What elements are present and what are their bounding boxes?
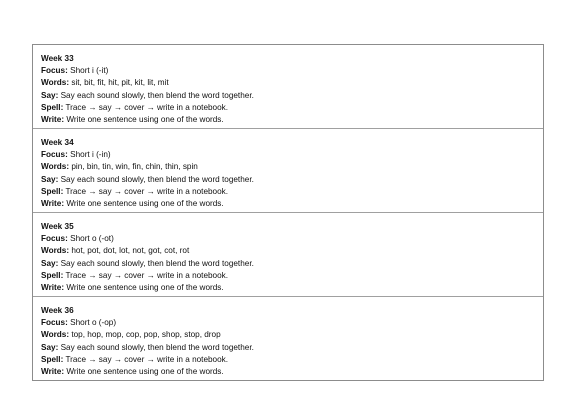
spell-value: Trace → say → cover → write in a notebook. [65, 102, 229, 112]
say-label: Say: [41, 258, 59, 268]
write-label: Write: [41, 367, 65, 377]
say-row [41, 90, 543, 102]
spell-row [41, 270, 543, 282]
spell-row [41, 186, 543, 198]
focus-label: Focus: [41, 234, 68, 244]
say-row [41, 174, 543, 186]
say-label: Say: [41, 342, 59, 352]
write-label: Write: [41, 115, 65, 125]
words-label: Words: [41, 162, 70, 172]
focus-value: Short i (-it) [70, 66, 109, 76]
week-title: Week 33 [41, 54, 74, 63]
week-block [33, 296, 543, 380]
write-label: Write: [41, 283, 65, 293]
focus-value: Short o (-ot) [70, 234, 114, 244]
write-value: Write one sentence using one of the words. [66, 199, 224, 209]
words-value: sit, bit, fit, hit, pit, kit, lit, mit [71, 78, 169, 88]
spell-row [41, 354, 543, 366]
words-label: Words: [41, 78, 70, 88]
focus-label: Focus: [41, 150, 68, 160]
say-label: Say: [41, 90, 59, 100]
write-row [41, 282, 543, 294]
spell-label: Spell: [41, 186, 64, 196]
write-label: Write: [41, 199, 65, 209]
say-row [41, 258, 543, 270]
write-value: Write one sentence using one of the words. [66, 283, 224, 293]
spell-row [41, 102, 543, 114]
week-title: Week 36 [41, 306, 74, 315]
focus-row [41, 317, 543, 329]
write-row [41, 198, 543, 210]
focus-row [41, 65, 543, 77]
say-label: Say: [41, 174, 59, 184]
words-value: top, hop, mop, cop, pop, shop, stop, drop [71, 330, 221, 340]
focus-row [41, 233, 543, 245]
focus-row [41, 149, 543, 161]
say-value: Say each sound slowly, then blend the word together. [60, 342, 254, 352]
spell-value: Trace → say → cover → write in a notebook. [65, 186, 229, 196]
focus-label: Focus: [41, 66, 68, 76]
focus-value: Short o (-op) [70, 318, 117, 328]
focus-value: Short i (-in) [70, 150, 111, 160]
spell-label: Spell: [41, 354, 64, 364]
say-value: Say each sound slowly, then blend the word together. [60, 90, 254, 100]
words-row [41, 77, 543, 89]
week-block [33, 128, 543, 212]
words-row [41, 161, 543, 173]
spell-value: Trace → say → cover → write in a notebook. [65, 270, 229, 280]
say-row [41, 342, 543, 354]
weekly-plan-table [32, 44, 544, 381]
week-block [33, 212, 543, 296]
write-value: Write one sentence using one of the words. [66, 115, 224, 125]
write-value: Write one sentence using one of the words. [66, 367, 224, 377]
week-block [33, 45, 543, 128]
say-value: Say each sound slowly, then blend the word together. [60, 174, 254, 184]
spell-value: Trace → say → cover → write in a notebook. [65, 354, 229, 364]
week-title: Week 34 [41, 138, 74, 147]
say-value: Say each sound slowly, then blend the word together. [60, 258, 254, 268]
words-label: Words: [41, 246, 70, 256]
words-value: hot, pot, dot, lot, not, got, cot, rot [71, 246, 190, 256]
words-label: Words: [41, 330, 70, 340]
week-title: Week 35 [41, 222, 74, 231]
words-value: pin, bin, tin, win, fin, chin, thin, spin [71, 162, 198, 172]
words-row [41, 329, 543, 341]
focus-label: Focus: [41, 318, 68, 328]
write-row [41, 114, 543, 126]
spell-label: Spell: [41, 102, 64, 112]
write-row [41, 366, 543, 378]
spell-label: Spell: [41, 270, 64, 280]
words-row [41, 245, 543, 257]
